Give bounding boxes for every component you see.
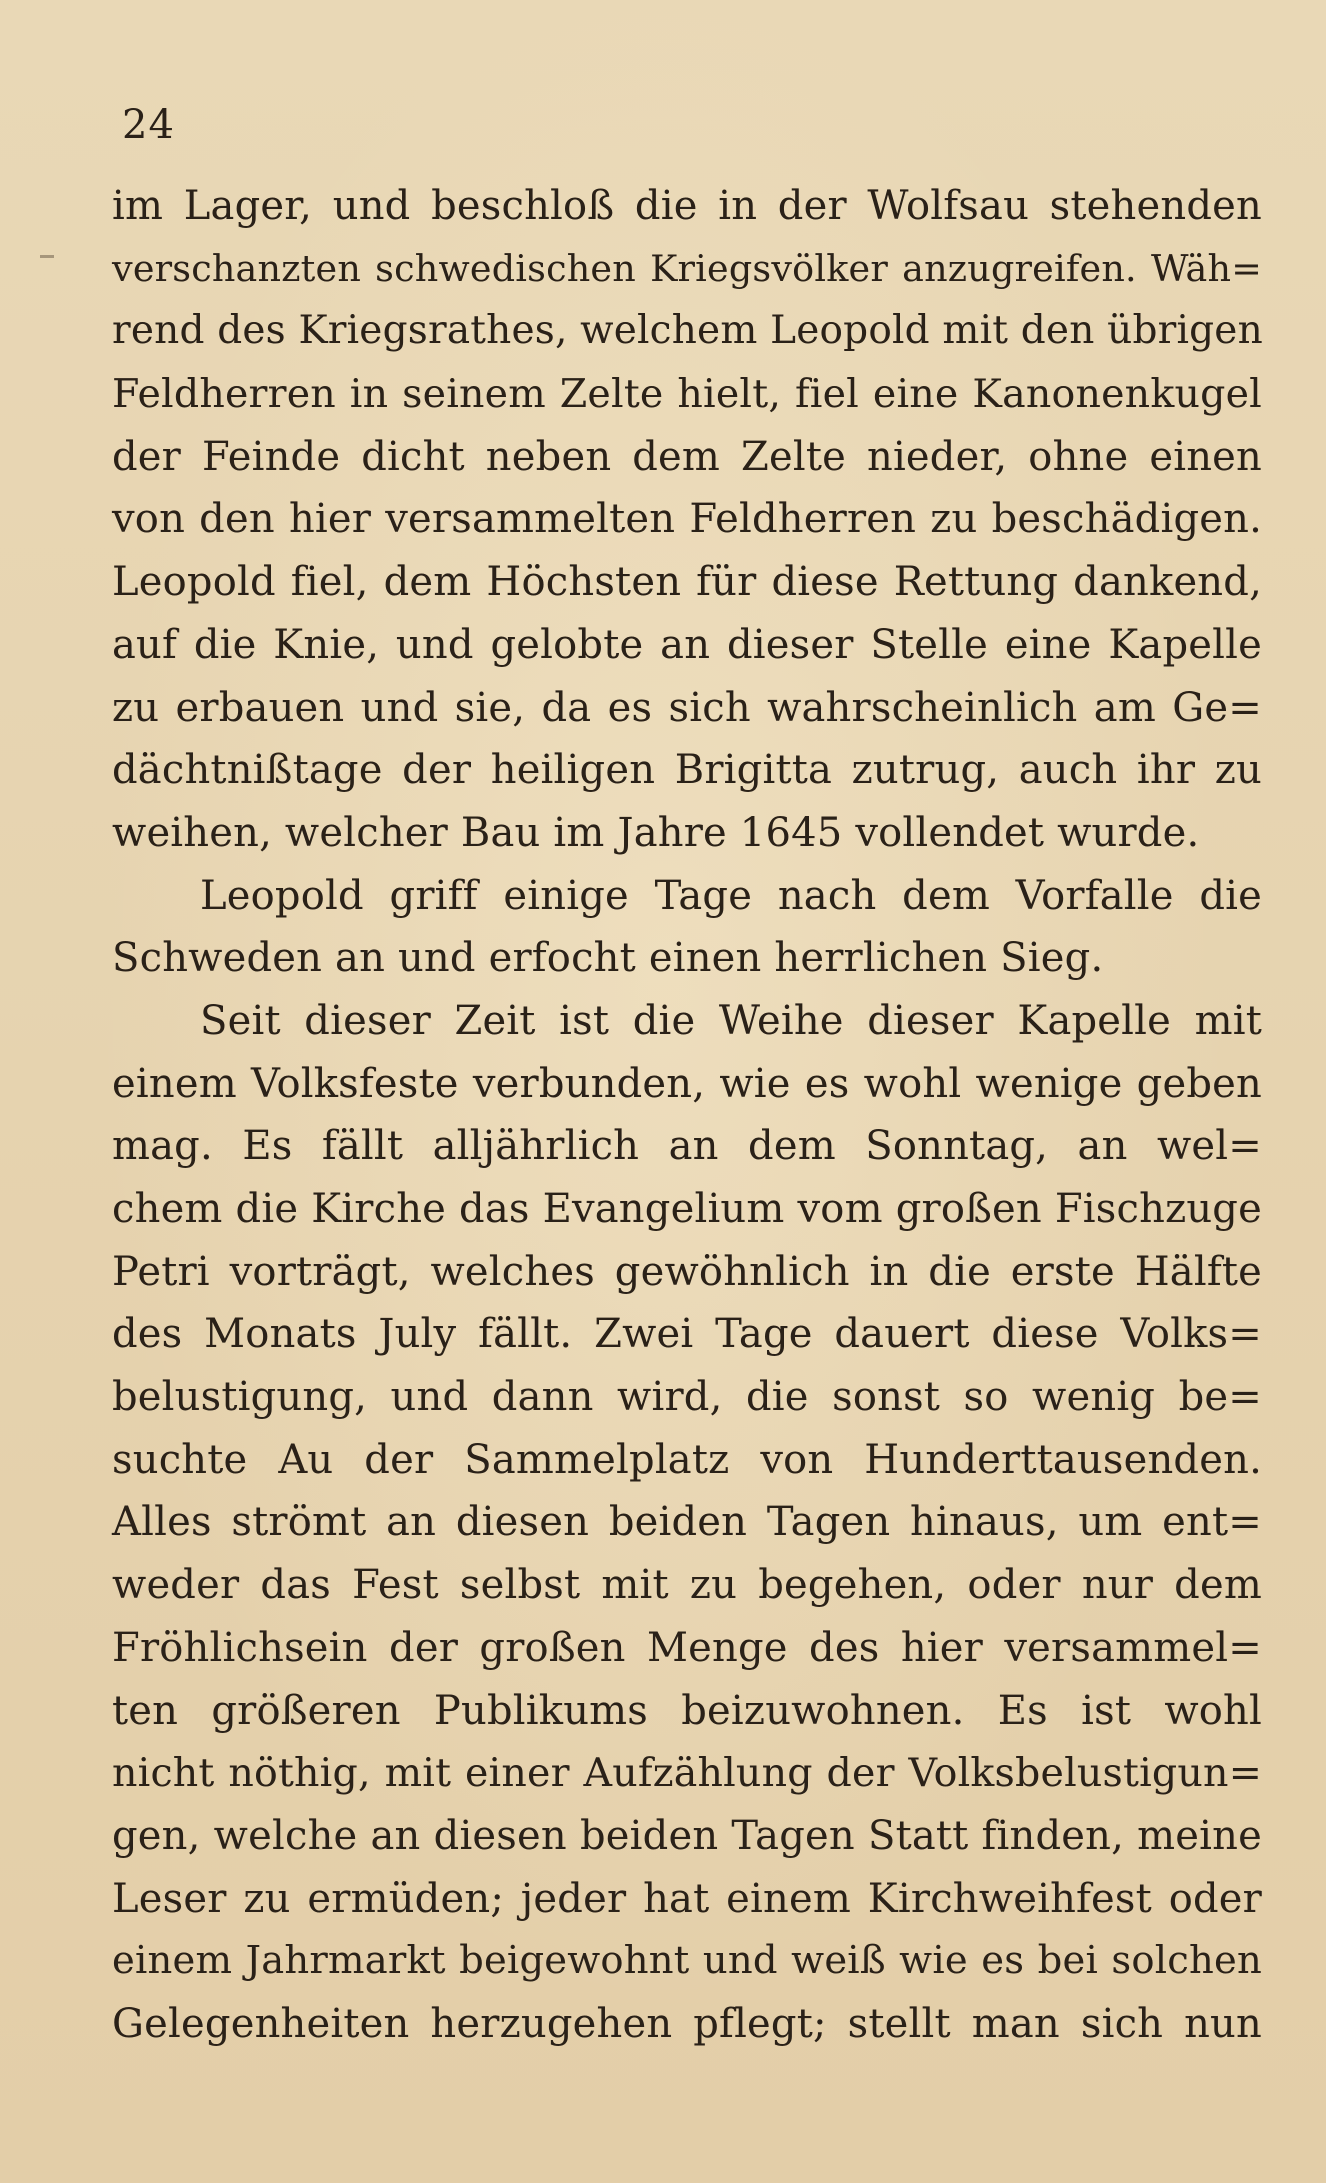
text-line: der Feinde dicht neben dem Zelte nieder, ohne einen	[112, 433, 1262, 480]
text-line: Leopold fiel, dem Höchsten für diese Rettung dankend,	[112, 559, 1262, 606]
text-line: mag. Es fällt alljährlich an dem Sonntag, an wel=	[112, 1123, 1262, 1170]
text-line: Alles strömt an diesen beiden Tagen hinaus, um ent=	[112, 1499, 1262, 1546]
text-line: Gelegenheiten herzugehen pflegt; stellt man sich nun	[112, 2000, 1262, 2047]
text-line: auf die Knie, und gelobte an dieser Stelle eine Kapelle	[112, 621, 1262, 668]
text-line: des Monats July fällt. Zwei Tage dauert diese Volks=	[112, 1311, 1262, 1358]
text-line: gen, welche an diesen beiden Tagen Statt finden, meine	[112, 1812, 1262, 1859]
body-text	[112, 175, 1262, 2056]
text-line: Fröhlichsein der großen Menge des hier versammel=	[112, 1624, 1262, 1671]
text-line: suchte Au der Sammelplatz von Hunderttausenden.	[112, 1436, 1262, 1483]
text-line: einem Volksfeste verbunden, wie es wohl wenige geben	[112, 1060, 1262, 1107]
text-line: belustigung, und dann wird, die sonst so wenig be=	[112, 1374, 1262, 1421]
text-line: einem Jahrmarkt beigewohnt und weiß wie es bei solchen	[112, 1938, 1262, 1984]
paragraph-start-line: Leopold griff einige Tage nach dem Vorfalle die	[200, 872, 1262, 919]
text-line: zu erbauen und sie, da es sich wahrscheinlich am Ge=	[112, 684, 1262, 731]
page-number: 24	[122, 102, 175, 148]
text-line: nicht nöthig, mit einer Aufzählung der Volksbelustigun=	[112, 1750, 1262, 1797]
margin-mark	[40, 255, 54, 258]
text-line: im Lager, und beschloß die in der Wolfsau stehenden	[112, 183, 1262, 229]
text-line: weder das Fest selbst mit zu begehen, oder nur dem	[112, 1562, 1262, 1609]
text-line: Petri vorträgt, welches gewöhnlich in die erste Hälfte	[112, 1248, 1262, 1295]
text-line: von den hier versammelten Feldherren zu beschädigen.	[112, 496, 1262, 543]
text-line: Leser zu ermüden; jeder hat einem Kirchweihfest oder	[112, 1875, 1262, 1922]
paragraph-start-line: Seit dieser Zeit ist die Weihe dieser Kapelle mit	[200, 997, 1262, 1044]
text-line: chem die Kirche das Evangelium vom großen Fischzuge	[112, 1186, 1262, 1232]
text-line: Schweden an und erfocht einen herrlichen Sieg.	[112, 935, 1104, 982]
text-line: verschanzten schwedischen Kriegsvölker anzugreifen. Wäh=	[112, 246, 1262, 290]
text-line: dächtnißtage der heiligen Brigitta zutrug, auch ihr zu	[112, 747, 1262, 794]
text-line: rend des Kriegsrathes, welchem Leopold mit den übrigen	[112, 308, 1263, 354]
text-line: ten größeren Publikums beizuwohnen. Es ist wohl	[112, 1687, 1262, 1734]
text-line: weihen, welcher Bau im Jahre 1645 vollendet wurde.	[112, 809, 1200, 856]
text-line: Feldherren in seinem Zelte hielt, fiel eine Kanonenkugel	[112, 371, 1262, 418]
